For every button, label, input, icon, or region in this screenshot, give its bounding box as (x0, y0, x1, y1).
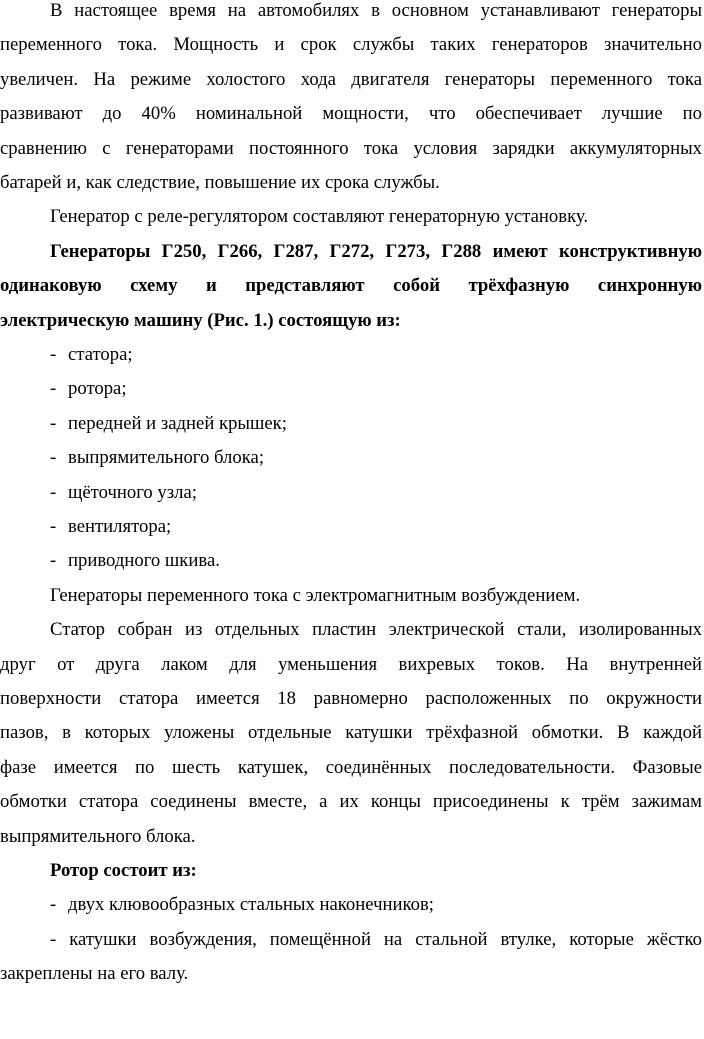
paragraph-line: Генераторы переменного тока с электромагнитным возбуждением. (50, 584, 581, 606)
list-dash: - (50, 344, 57, 365)
list-item (50, 476, 197, 510)
section-heading-line: одинаковую схему и представляют собой трёхфазную синхронную (0, 275, 702, 297)
section-heading-line: электрическую машину (Рис. 1.) состоящую из: (0, 309, 401, 331)
list-item-text: катушки возбуждения, помещённой на стальной втулке, которые жёстко (69, 928, 702, 950)
paragraph-line: друг от друга лаком для уменьшения вихревых токов. На внутренней (0, 653, 702, 675)
list-dash: - (50, 550, 57, 572)
paragraph-line: Статор собран из отдельных пластин электрической стали, изолированных (50, 619, 702, 641)
paragraph-line: поверхности статора имеется 18 равномерно расположенных по окружности (0, 688, 702, 709)
list-item (50, 407, 287, 441)
list-dash: - (50, 481, 57, 503)
paragraph-line: сравнению с генераторами постоянного тока условия зарядки аккумуляторных (0, 137, 702, 159)
paragraph-line: обмотки статора соединены вместе, а их концы присоединены к трём зажимам (0, 791, 702, 813)
list-item (50, 510, 171, 544)
paragraph-line: развивают до 40% номинальной мощности, что обеспечивает лучшие по (0, 103, 702, 125)
list-item (50, 544, 220, 578)
paragraph-line: переменного тока. Мощность и срок службы таких генераторов значительно (0, 34, 702, 56)
paragraph-line: В настоящее время на автомобилях в основном устанавливают генераторы (50, 0, 702, 21)
list-item-text: выпрямительного блока; (68, 447, 265, 469)
list-item-text: статора; (68, 344, 133, 365)
list-dash: - (50, 894, 57, 916)
section-heading-line: Генераторы Г250, Г266, Г287, Г272, Г273, Г288 имеют конструктивную (50, 240, 702, 262)
list-dash: - (50, 447, 57, 469)
paragraph-line: фазе имеется по шесть катушек, соединённых последовательности. Фазовые (0, 756, 702, 778)
list-item-text: передней и задней крышек; (68, 412, 287, 434)
paragraph-line: увеличен. На режиме холостого хода двигателя генераторы переменного тока (0, 68, 702, 90)
section-heading: Ротор состоит из: (50, 860, 197, 881)
list-dash: - (50, 516, 57, 537)
paragraph-line: выпрямительного блока. (0, 825, 196, 847)
list-item-text: ротора; (68, 378, 127, 400)
list-item-text: вентилятора; (68, 516, 172, 537)
paragraph-line: пазов, в которых уложены отдельные катушки трёхфазной обмотки. В каждой (0, 722, 702, 744)
paragraph-line: Генератор с реле-регулятором составляют генераторную установку. (50, 206, 589, 228)
list-dash: - (50, 928, 57, 950)
list-item-text: двух клювообразных стальных наконечников; (68, 894, 434, 916)
list-item (50, 888, 434, 922)
list-dash: - (50, 412, 57, 434)
list-item-text: приводного шкива. (68, 550, 220, 572)
paragraph-line: батарей и, как следствие, повышение их срока службы. (0, 172, 440, 193)
list-item (50, 338, 133, 372)
list-item (50, 441, 264, 475)
list-item (50, 923, 702, 957)
list-item-continuation: закреплены на его валу. (0, 963, 189, 985)
list-item (50, 372, 127, 406)
list-dash: - (50, 378, 57, 400)
list-item-text: щёточного узла; (68, 481, 197, 503)
